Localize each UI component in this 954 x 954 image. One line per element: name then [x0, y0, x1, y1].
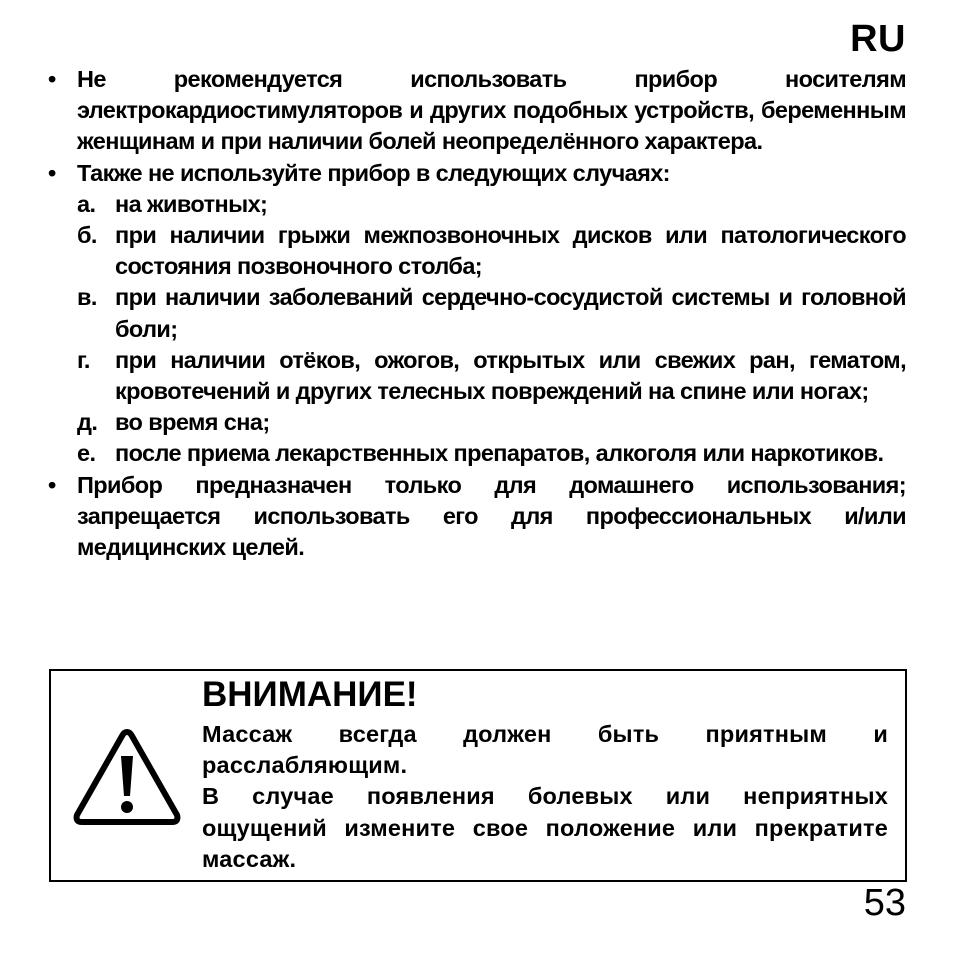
case-item-a	[48, 189, 906, 220]
warning-paragraph-pleasant: Массаж всегда должен быть приятным и расслабляющим.	[202, 721, 888, 779]
bullet-item-pacemaker: • Не рекомендуется использовать прибор носителям электрокардиостимуляторов и других подобных устройств, беременным женщинам и при наличии болей неопределённого характера.	[48, 64, 906, 158]
bullet-item-other-cases	[48, 158, 906, 189]
case-letter: е.	[77, 440, 96, 467]
bullet-text: Также не используйте прибор в следующих случаях:	[77, 159, 670, 186]
case-item-v	[48, 282, 906, 344]
cases-list	[48, 189, 906, 470]
warning-text	[202, 675, 888, 875]
case-item-d	[48, 407, 906, 438]
case-letter: г.	[77, 346, 90, 373]
contraindications-list	[48, 64, 906, 563]
case-letter: б.	[77, 222, 97, 249]
case-text: после приема лекарственных препаратов, алкоголя или наркотиков.	[115, 440, 884, 467]
warning-paragraph-pain: В случае появления болевых или неприятных ощущений измените свое положение или прекратите массаж.	[202, 783, 888, 872]
case-text: при наличии отёков, ожогов, открытых или свежих ран, гематом, кровотечений и других телесных повреждений на спине или ногах;	[115, 346, 906, 405]
case-text: при наличии грыжи межпозвоночных дисков или патологического состояния позвоночного столба;	[115, 222, 906, 280]
case-item-e	[48, 438, 906, 469]
case-text: при наличии заболеваний сердечно-сосудистой системы и головной боли;	[115, 284, 906, 342]
case-letter: д.	[77, 409, 98, 436]
page-number: 53	[863, 882, 906, 924]
case-item-b	[48, 220, 906, 282]
case-item-g	[48, 345, 906, 407]
case-text: во время сна;	[115, 409, 270, 436]
language-code: RU	[850, 18, 906, 60]
case-letter: в.	[77, 284, 97, 311]
case-letter: а.	[77, 190, 96, 217]
warning-box	[49, 669, 907, 882]
bullet-item-home-use: • Прибор предназначен только для домашнего использования; запрещается использовать его для профессиональных и/или медицинских целей.	[48, 470, 906, 564]
warning-title: ВНИМАНИЕ!	[202, 675, 418, 714]
case-text: на животных;	[115, 190, 268, 217]
warning-triangle-icon	[72, 727, 182, 827]
